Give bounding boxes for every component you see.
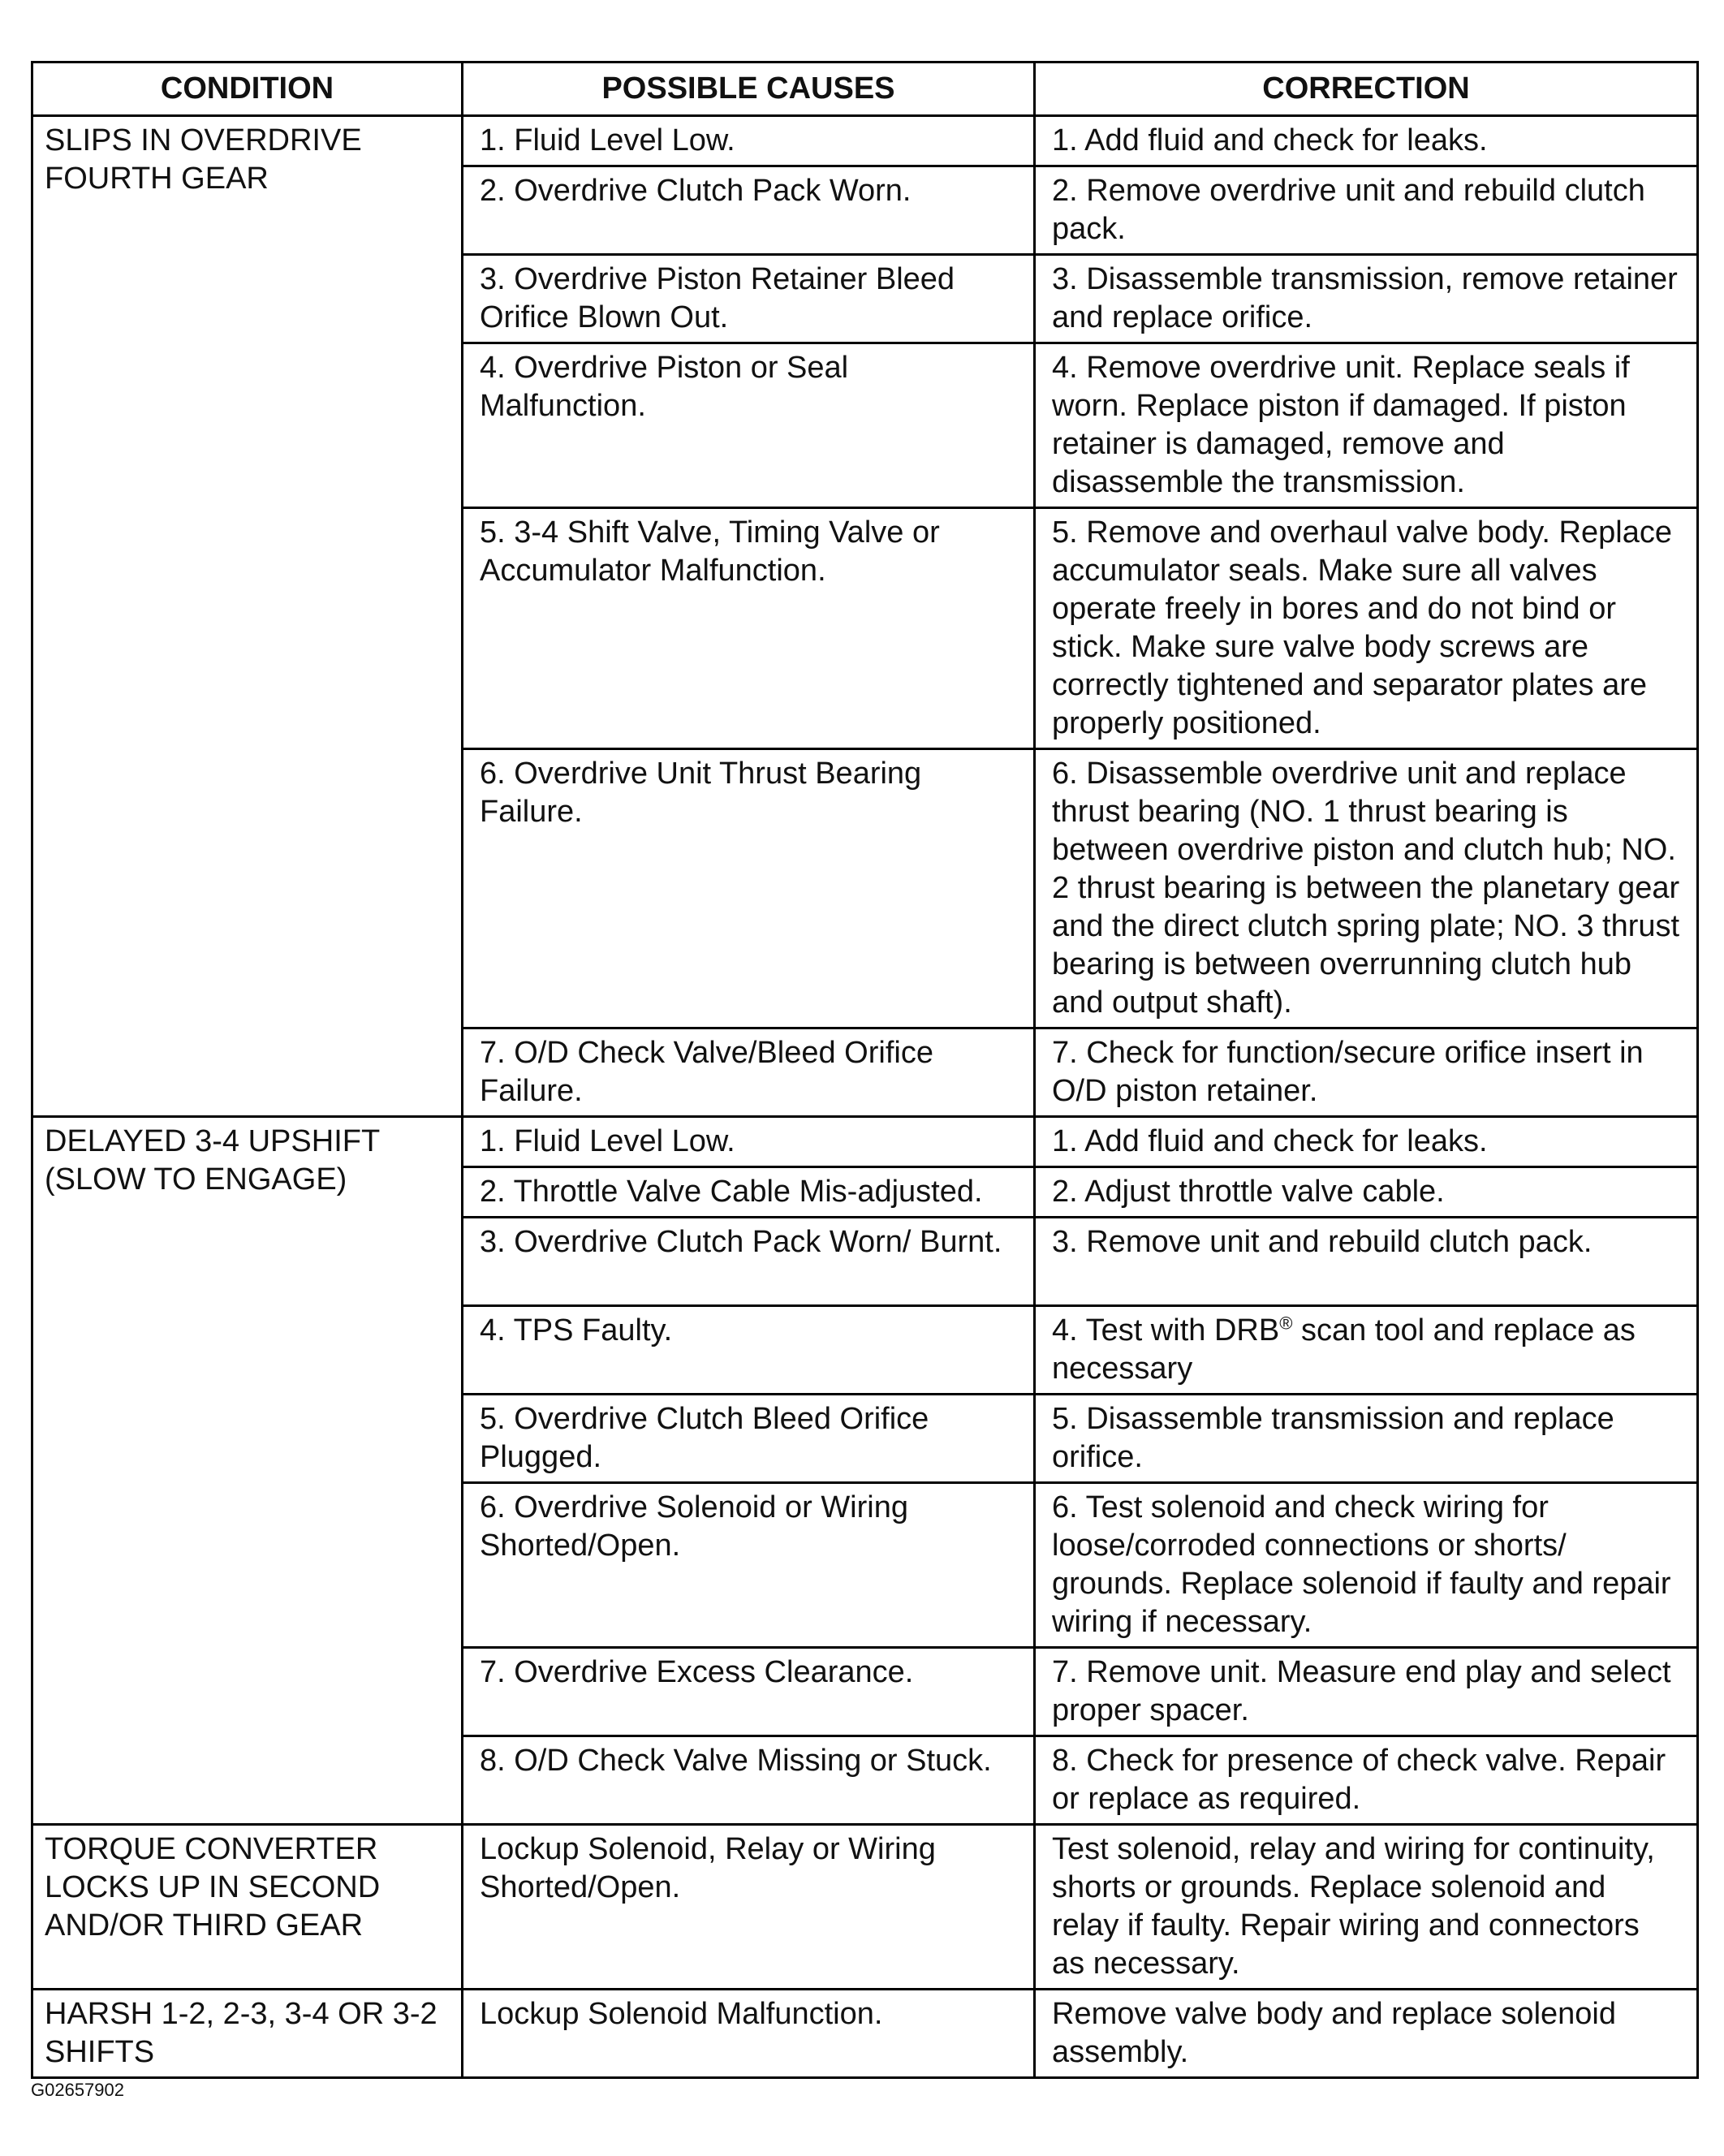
correction-cell: 8. Check for presence of check valve. Repair or replace as required. <box>1035 1736 1698 1825</box>
condition-cell: HARSH 1-2, 2-3, 3-4 OR 3-2 SHIFTS <box>32 1990 463 2078</box>
cause-cell: Lockup Solenoid, Relay or Wiring Shorted/Open. <box>463 1825 1035 1990</box>
table-row <box>32 1825 1698 1990</box>
correction-cell: 3. Disassemble transmission, remove retainer and replace orifice. <box>1035 255 1698 343</box>
cause-cell: 3. Overdrive Piston Retainer Bleed Orifice Blown Out. <box>463 255 1035 343</box>
cause-cell: Lockup Solenoid Malfunction. <box>463 1990 1035 2078</box>
correction-cell: 4. Remove overdrive unit. Replace seals if worn. Replace piston if damaged. If piston retainer is damaged, remove and disassemble the transmission. <box>1035 343 1698 508</box>
cause-cell: 8. O/D Check Valve Missing or Stuck. <box>463 1736 1035 1825</box>
table-row <box>32 116 1698 166</box>
cause-cell: 6. Overdrive Unit Thrust Bearing Failure. <box>463 749 1035 1028</box>
correction-cell: 7. Check for function/secure orifice insert in O/D piston retainer. <box>1035 1028 1698 1117</box>
cause-cell: 1. Fluid Level Low. <box>463 1117 1035 1167</box>
header-correction: CORRECTION <box>1035 63 1698 116</box>
cause-cell: 7. O/D Check Valve/Bleed Orifice Failure. <box>463 1028 1035 1117</box>
correction-cell: 6. Test solenoid and check wiring for loose/corroded connections or shorts/ grounds. Replace solenoid if faulty and repair wiring if necessary. <box>1035 1483 1698 1648</box>
header-row <box>32 63 1698 116</box>
correction-cell: 1. Add fluid and check for leaks. <box>1035 1117 1698 1167</box>
correction-cell <box>1035 1306 1698 1395</box>
cause-cell: 5. 3-4 Shift Valve, Timing Valve or Accumulator Malfunction. <box>463 508 1035 749</box>
correction-cell: Test solenoid, relay and wiring for continuity, shorts or grounds. Replace solenoid and relay if faulty. Repair wiring and connectors as necessary. <box>1035 1825 1698 1990</box>
cause-cell: 4. TPS Faulty. <box>463 1306 1035 1395</box>
correction-cell: 7. Remove unit. Measure end play and select proper spacer. <box>1035 1648 1698 1736</box>
condition-cell: SLIPS IN OVERDRIVE FOURTH GEAR <box>32 116 463 1117</box>
cause-cell: 2. Throttle Valve Cable Mis-adjusted. <box>463 1167 1035 1218</box>
correction-cell: 5. Remove and overhaul valve body. Replace accumulator seals. Make sure all valves operate freely in bores and do not bind or stick. Make sure valve body screws are correctly tightened and separator plates are properly positioned. <box>1035 508 1698 749</box>
correction-cell: 6. Disassemble overdrive unit and replace thrust bearing (NO. 1 thrust bearing is between overdrive piston and clutch hub; NO. 2 thrust bearing is between the planetary gear and the direct clutch spring plate; NO. 3 thrust bearing is between overrunning clutch hub and output shaft). <box>1035 749 1698 1028</box>
condition-cell: DELAYED 3-4 UPSHIFT (SLOW TO ENGAGE) <box>32 1117 463 1825</box>
table-row <box>32 1990 1698 2078</box>
diagnosis-table <box>31 61 1699 2079</box>
correction-cell: 3. Remove unit and rebuild clutch pack. <box>1035 1218 1698 1306</box>
header-condition: CONDITION <box>32 63 463 116</box>
cause-cell: 7. Overdrive Excess Clearance. <box>463 1648 1035 1736</box>
cause-cell: 1. Fluid Level Low. <box>463 116 1035 166</box>
condition-cell: TORQUE CONVERTER LOCKS UP IN SECOND AND/OR THIRD GEAR <box>32 1825 463 1990</box>
correction-cell: 5. Disassemble transmission and replace orifice. <box>1035 1395 1698 1483</box>
correction-cell: 2. Remove overdrive unit and rebuild clutch pack. <box>1035 166 1698 255</box>
registered-mark: ® <box>1279 1313 1293 1334</box>
correction-cell: 1. Add fluid and check for leaks. <box>1035 116 1698 166</box>
correction-text: scan tool and replace as necessary <box>1052 1313 1636 1386</box>
cause-cell: 6. Overdrive Solenoid or Wiring Shorted/Open. <box>463 1483 1035 1648</box>
cause-cell: 5. Overdrive Clutch Bleed Orifice Plugged. <box>463 1395 1035 1483</box>
correction-cell: 2. Adjust throttle valve cable. <box>1035 1167 1698 1218</box>
correction-cell: Remove valve body and replace solenoid assembly. <box>1035 1990 1698 2078</box>
figure-id: G02657902 <box>31 2080 124 2100</box>
table-row <box>32 1117 1698 1167</box>
cause-cell: 2. Overdrive Clutch Pack Worn. <box>463 166 1035 255</box>
correction-text: 4. Test with DRB <box>1052 1313 1280 1348</box>
cause-cell: 4. Overdrive Piston or Seal Malfunction. <box>463 343 1035 508</box>
cause-cell: 3. Overdrive Clutch Pack Worn/ Burnt. <box>463 1218 1035 1306</box>
header-possible-causes: POSSIBLE CAUSES <box>463 63 1035 116</box>
